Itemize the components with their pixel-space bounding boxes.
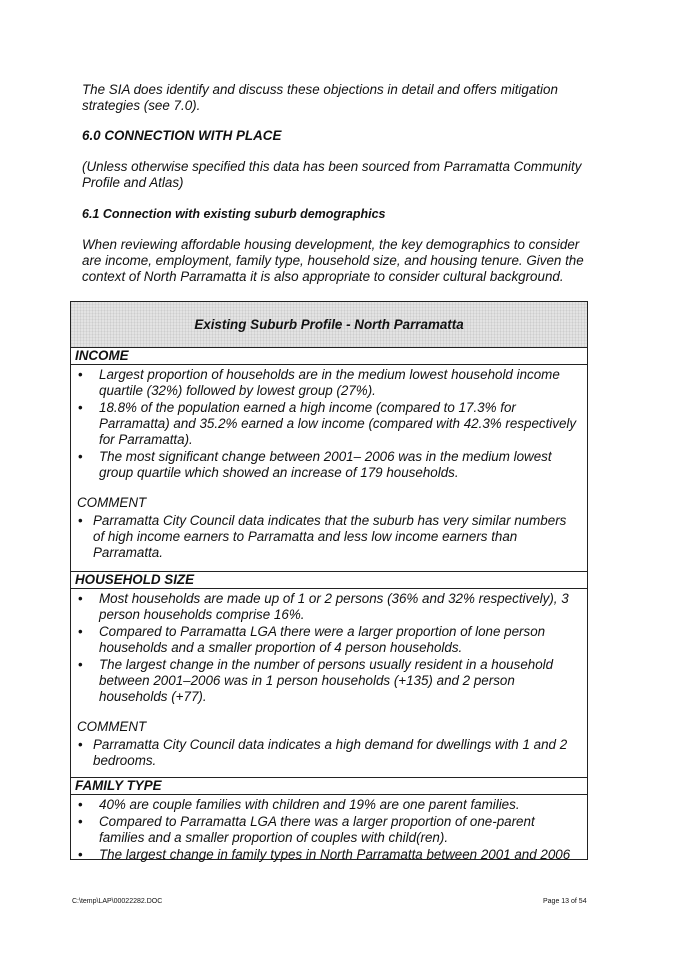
household-size-comment-bullets [71,735,587,769]
list-item: • The most significant change between 2001– 2006 was in the medium lowest group quartile which showed an increase of 179 households. [71,449,587,481]
list-item: • Parramatta City Council data indicates a high demand for dwellings with 1 and 2 bedrooms. [71,737,587,769]
household-size-bullets [71,589,587,705]
list-item: • Compared to Parramatta LGA there was a larger proportion of one-parent families and a smaller proportion of couples with child(ren). [71,814,587,846]
table-title: Existing Suburb Profile - North Parramatta [71,302,587,348]
footer-page-number: Page 13 of 54 [543,898,587,905]
list-item: • The largest change in family types in North Parramatta between 2001 and 2006 [71,847,587,863]
comment-label: COMMENT [77,495,147,510]
list-item: • 18.8% of the population earned a high income (compared to 17.3% for Parramatta) and 35.2% earned a low income (compared with 42.3% respectively for Parramatta). [71,400,587,448]
comment-label: COMMENT [77,719,147,734]
list-item: • Most households are made up of 1 or 2 persons (36% and 32% respectively), 3 person households comprise 16%. [71,591,587,623]
list-item: • Largest proportion of households are in the medium lowest household income quartile (32%) followed by lowest group (27%). [71,367,587,399]
income-bullets [71,365,587,481]
list-item: • The largest change in the number of persons usually resident in a household between 2001–2006 was in 1 person households (+135) and 2 person households (+77). [71,657,587,705]
footer-file-path: C:\temp\LAP\00022282.DOC [72,898,163,905]
family-type-bullets [71,795,587,863]
section-heading: 6.0 CONNECTION WITH PLACE [82,128,282,143]
section-heading-income: INCOME [71,348,587,365]
subsection-paragraph: When reviewing affordable housing development, the key demographics to consider are income, employment, family type, household size, and housing tenure. Given the context of North Parramatta it is also appropriate to consider cultural background. [82,237,584,284]
income-comment-bullets [71,511,587,561]
list-item: • Parramatta City Council data indicates that the suburb has very similar numbers of high income earners to Parramatta and less low income earners than Parramatta. [71,513,587,561]
list-item: • Compared to Parramatta LGA there were a larger proportion of lone person households and a smaller proportion of 4 person households. [71,624,587,656]
suburb-profile-table [70,301,588,860]
intro-paragraph: The SIA does identify and discuss these objections in detail and offers mitigation strategies (see 7.0). [82,82,558,113]
section-heading-family-type: FAMILY TYPE [71,777,587,795]
section-heading-household-size: HOUSEHOLD SIZE [71,571,587,589]
subsection-heading: 6.1 Connection with existing suburb demographics [82,207,386,221]
source-note: (Unless otherwise specified this data has been sourced from Parramatta Community Profile and Atlas) [82,159,582,190]
list-item: • 40% are couple families with children and 19% are one parent families. [71,797,587,813]
